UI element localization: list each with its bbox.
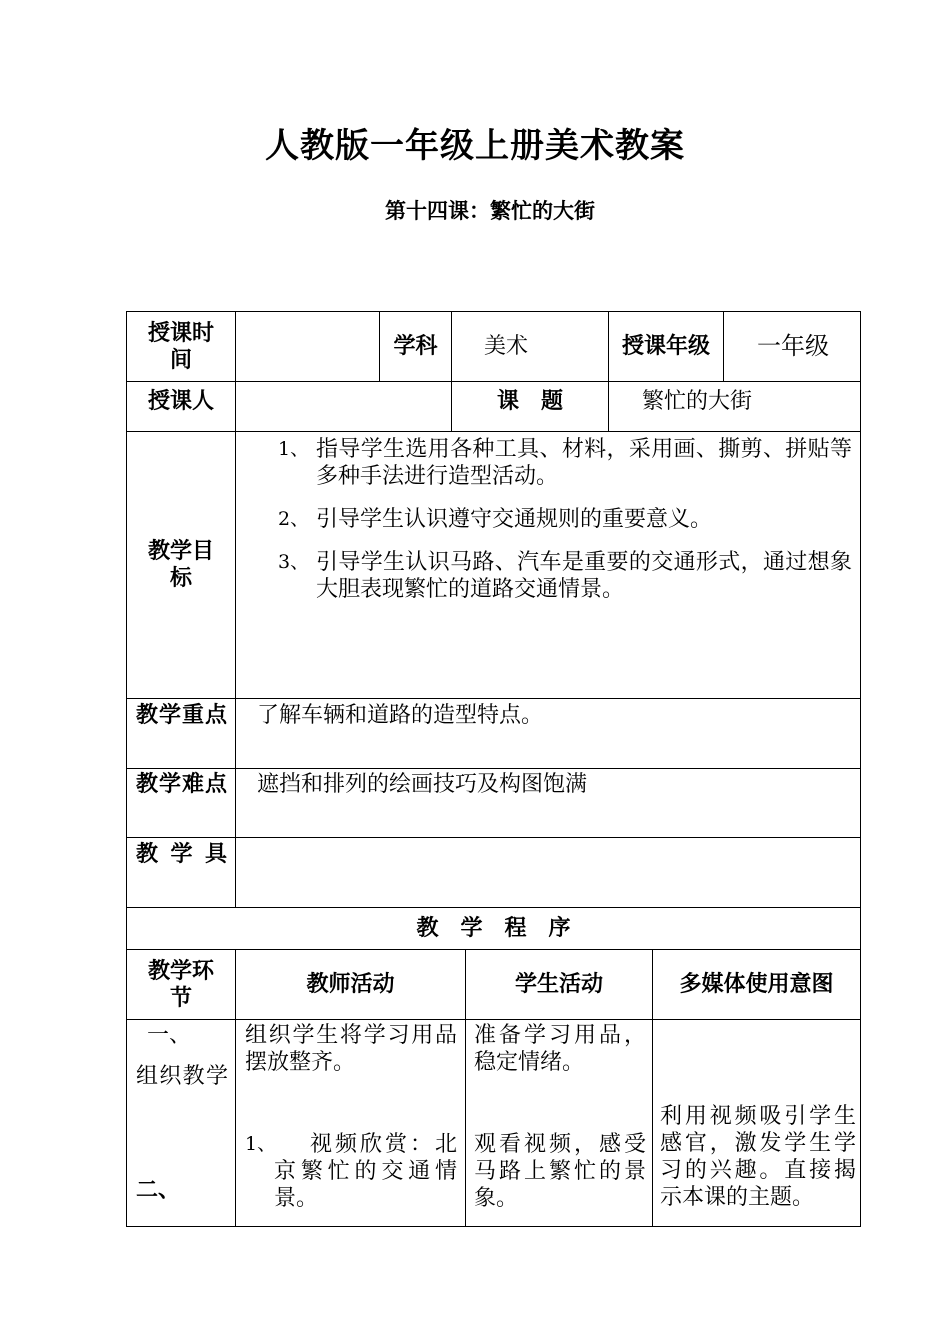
teacher-activity-2-number: 1、 [245, 1133, 277, 1155]
stage-cell [126, 1019, 236, 1227]
stage1-name-wrap [136, 1063, 228, 1090]
focus-label-cell [126, 698, 236, 769]
grade-label: 授课年级 [608, 311, 724, 382]
goals-list [236, 436, 860, 603]
lesson-plan-table [126, 311, 861, 1227]
difficulty-label-cell [126, 768, 236, 838]
student-activity-1: 准备学习用品，稳定情绪。 [474, 1023, 646, 1075]
time-value-cell [235, 311, 380, 382]
media-intent-text: 利用视频吸引学生感官，激发学生学习的兴趣。直接揭示本课的主题。 [660, 1104, 856, 1210]
col-student-header: 学生活动 [465, 949, 653, 1020]
time-label: 授课时间 [147, 320, 214, 373]
topic-value: 繁忙的大街 [608, 381, 861, 432]
teacher-activity-2: 视频欣赏：北京繁忙的交通情景。 [274, 1132, 457, 1211]
stage2-number: 二、 [136, 1178, 181, 1203]
difficulty-label: 教学难点 [136, 772, 227, 797]
goal-number: 2、 [278, 508, 310, 530]
difficulty-value: 遮挡和排列的绘画技巧及构图饱满 [235, 768, 861, 838]
focus-label: 教学重点 [136, 703, 227, 728]
col-stage-cell [126, 949, 236, 1020]
goal-item [236, 436, 860, 490]
time-label-cell [126, 311, 236, 382]
col-teacher-header: 教师活动 [235, 949, 466, 1020]
goal-text: 指导学生选用各种工具、材料，采用画、撕剪、拼贴等多种手法进行造型活动。 [316, 437, 852, 489]
subject-label: 学科 [379, 311, 452, 382]
col-stage-header: 教学环节 [147, 958, 214, 1011]
goal-item [236, 549, 860, 603]
teacher-activity-cell [235, 1019, 466, 1227]
lesson-subtitle: 第十四课：繁忙的大街 [385, 199, 595, 223]
stage1-number: 一、 [147, 1023, 192, 1048]
goal-text: 引导学生认识马路、汽车是重要的交通形式，通过想象大胆表现繁忙的道路交通情景。 [316, 550, 852, 602]
goal-number: 1、 [278, 438, 310, 460]
teacher-value [235, 381, 452, 432]
goals-label-cell [126, 431, 236, 699]
subject-value: 美术 [451, 311, 609, 382]
student-activity-cell [465, 1019, 653, 1227]
col-media-header: 多媒体使用意图 [652, 949, 861, 1020]
tools-value [235, 837, 861, 908]
focus-value: 了解车辆和道路的造型特点。 [235, 698, 861, 769]
teacher-activity-2-wrap [245, 1131, 457, 1212]
tools-label-cell [126, 837, 236, 908]
media-intent-cell [652, 1019, 861, 1227]
topic-label: 课 题 [451, 381, 609, 432]
stage1-name: 组织教学 [136, 1064, 228, 1089]
goals-content [235, 431, 861, 699]
procedure-header: 教 学 程 序 [126, 907, 861, 950]
goals-label: 教学目标 [147, 539, 214, 591]
goal-text: 引导学生认识遵守交通规则的重要意义。 [316, 507, 713, 532]
grade-value: 一年级 [723, 311, 861, 382]
student-activity-2: 观看视频，感受马路上繁忙的景象。 [474, 1132, 646, 1211]
teacher-activity-1: 组织学生将学习用品摆放整齐。 [245, 1023, 457, 1075]
teacher-label: 授课人 [126, 381, 236, 432]
goal-number: 3、 [278, 551, 310, 573]
goal-item [236, 506, 860, 533]
tools-label: 教学具 [136, 842, 227, 867]
document-title: 人教版一年级上册美术教案 [265, 126, 685, 166]
